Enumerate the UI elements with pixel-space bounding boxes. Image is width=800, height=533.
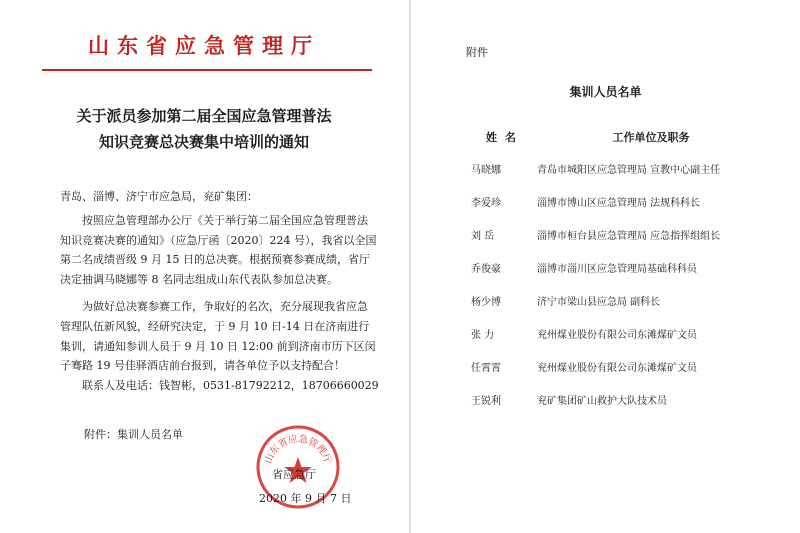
roster-row [471,317,771,350]
person-name: 马晓娜 [471,165,501,176]
roster-table [471,122,771,416]
roster-row [471,218,771,251]
notice-body [60,211,379,395]
document-title [24,103,384,155]
person-name: 王锐利 [471,396,501,407]
org-header: 山东省应急管理厅 [88,33,320,58]
svg-text:山东省应急管理厅: 山东省应急管理厅 [262,433,334,466]
body-line: 决定抽调马晓娜等 8 名同志组成山东代表队参加总决赛。 [60,272,338,286]
person-unit: 青岛市城阳区应急管理局 宣教中心副主任 [537,165,721,176]
person-name: 乔俊豪 [471,264,501,275]
roster-page [411,0,800,533]
roster-row [471,251,771,284]
person-name: 刘 岳 [471,231,495,242]
title-line: 关于派员参加第二届全国应急管理普法 [76,107,332,125]
attachment-label: 附件 [466,46,488,59]
person-name: 张 力 [471,330,495,341]
body-line: 为做好总决赛参赛工作，争取好的名次，充分展现我省应急 [82,300,368,314]
body-line: 管理队伍新风貌，经研究决定，于 9 月 10 日-14 日在济南进行 [60,319,370,333]
person-unit: 济宁市梁山县应急局 副科长 [537,297,661,308]
body-line: 按照应急管理部办公厅《关于举行第二届全国应急管理普法 [82,214,368,227]
red-rule [42,69,372,71]
roster-row [471,350,771,383]
person-unit: 兖州煤业股份有限公司东滩煤矿文员 [537,363,697,374]
body-line: 第二名成绩晋级 9 月 15 日的总决赛。根据预赛参赛成绩，省厅 [60,253,370,267]
header-unit: 工作单位及职务 [612,131,690,144]
title-line: 知识竞赛总决赛集中培训的通知 [98,133,309,151]
roster-row [471,383,771,416]
person-name: 杨少博 [471,297,501,308]
roster-title: 集训人员名单 [569,85,642,99]
person-unit: 兖州煤业股份有限公司东滩煤矿文员 [537,330,697,341]
contact-line: 联系人及电话：钱智彬，0531-81792212，18706660029 [82,378,379,392]
body-line: 知识竞赛决赛的通知》（应急厅函〔2020〕224 号），我省以全国 [60,233,377,247]
signature-org: 省应急厅 [272,468,316,481]
roster-header [471,122,771,152]
person-unit: 兖矿集团矿山救护大队技术员 [537,396,667,407]
signature-date: 2020 年 9 月 7 日 [259,492,352,505]
body-line: 集训，请通知参训人员于 9 月 10 日 12:00 前到济南市历下区闵 [60,339,376,353]
person-unit: 淄博市淄川区应急管理局基础科科员 [537,264,697,275]
recipient-line: 青岛、淄博、济宁市应急局，兖矿集团： [60,190,258,203]
person-name: 李爱珍 [471,198,501,209]
attachment-note: 附件：集训人员名单 [84,428,183,441]
roster-row [471,152,771,185]
person-name: 任霄霄 [471,363,501,374]
header-name: 姓名 [486,131,524,144]
person-unit: 淄博市桓台县应急管理局 应急指挥组组长 [537,231,721,242]
roster-row [471,185,771,218]
person-unit: 淄博市博山区应急管理局 法规科科长 [537,198,701,209]
roster-row [471,284,771,317]
body-line: 子骞路 19 号佳驿酒店前台报到，请各单位予以支持配合！ [60,359,345,373]
